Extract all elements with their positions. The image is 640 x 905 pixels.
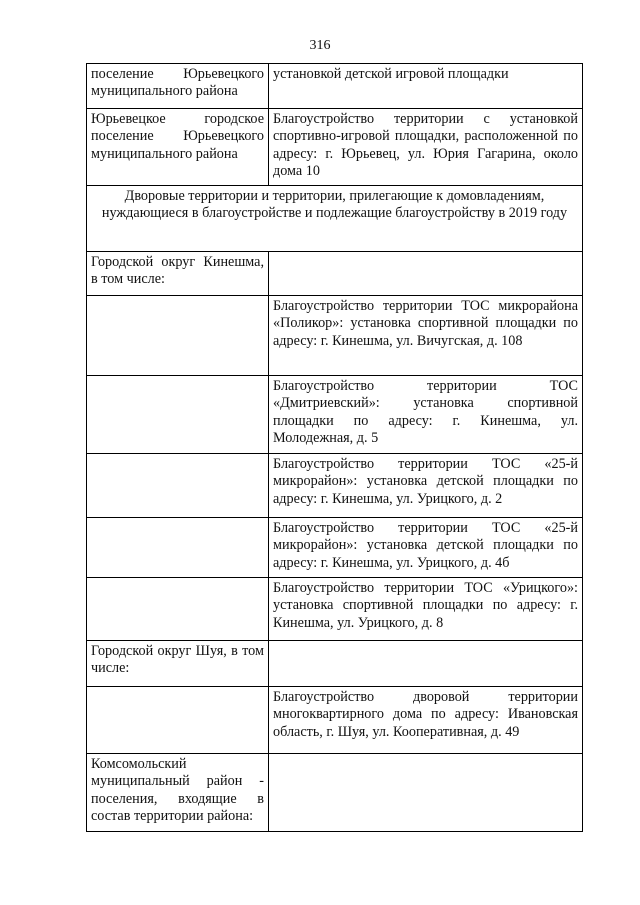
project-cell: установкой детской игровой площадки	[269, 64, 583, 109]
municipality-cell	[87, 687, 269, 754]
table-row	[87, 109, 583, 186]
project-cell	[269, 754, 583, 832]
municipality-cell	[87, 518, 269, 578]
table-row	[87, 687, 583, 754]
project-cell: Благоустройство территории ТОС «Урицкого»: установка спортивной площадки по адресу: г. Кинешма, ул. Урицкого, д. 8	[269, 578, 583, 641]
municipality-cell: Комсомольский муниципальный район - поселения, входящие в состав территории района:	[87, 754, 269, 832]
project-cell: Благоустройство территории ТОС «25-й микрорайон»: установка детской площадки по адресу: г. Кинешма, ул. Урицкого, д. 4б	[269, 518, 583, 578]
table-row	[87, 754, 583, 832]
project-cell	[269, 641, 583, 687]
table-row	[87, 578, 583, 641]
table-row	[87, 454, 583, 518]
municipality-cell: Городской округ Кинешма, в том числе:	[87, 252, 269, 296]
municipality-cell	[87, 296, 269, 376]
project-cell: Благоустройство территории с установкой спортивно-игровой площадки, расположенной по адресу: г. Юрьевец, ул. Юрия Гагарина, около дома 10	[269, 109, 583, 186]
table-row	[87, 64, 583, 109]
program-table	[86, 63, 583, 832]
municipality-cell: Юрьевецкое городское поселение Юрьевецкого муниципального района	[87, 109, 269, 186]
table-row	[87, 252, 583, 296]
table-row	[87, 518, 583, 578]
municipality-cell	[87, 454, 269, 518]
municipality-cell: поселение Юрьевецкого муниципального района	[87, 64, 269, 109]
municipality-cell	[87, 578, 269, 641]
section-heading-row	[87, 186, 583, 252]
project-cell: Благоустройство территории ТОС «25-й микрорайон»: установка детской площадки по адресу: г. Кинешма, ул. Урицкого, д. 2	[269, 454, 583, 518]
project-cell: Благоустройство территории ТОС микрорайона «Поликор»: установка спортивной площадки по адресу: г. Кинешма, ул. Вичугская, д. 108	[269, 296, 583, 376]
page-number: 316	[309, 38, 331, 53]
municipality-cell	[87, 376, 269, 454]
project-cell	[269, 252, 583, 296]
municipality-cell: Городской округ Шуя, в том числе:	[87, 641, 269, 687]
section-heading-cell: Дворовые территории и территории, прилегающие к домовладениям, нуждающиеся в благоустройстве и подлежащие благоустройству в 2019 году	[87, 186, 583, 252]
table-row	[87, 296, 583, 376]
table-row	[87, 376, 583, 454]
table-body	[87, 64, 583, 832]
project-cell: Благоустройство дворовой территории многоквартирного дома по адресу: Ивановская область, г. Шуя, ул. Кооперативная, д. 49	[269, 687, 583, 754]
project-cell: Благоустройство территории ТОС «Дмитриевский»: установка спортивной площадки по адресу: г. Кинешма, ул. Молодежная, д. 5	[269, 376, 583, 454]
table-row	[87, 641, 583, 687]
